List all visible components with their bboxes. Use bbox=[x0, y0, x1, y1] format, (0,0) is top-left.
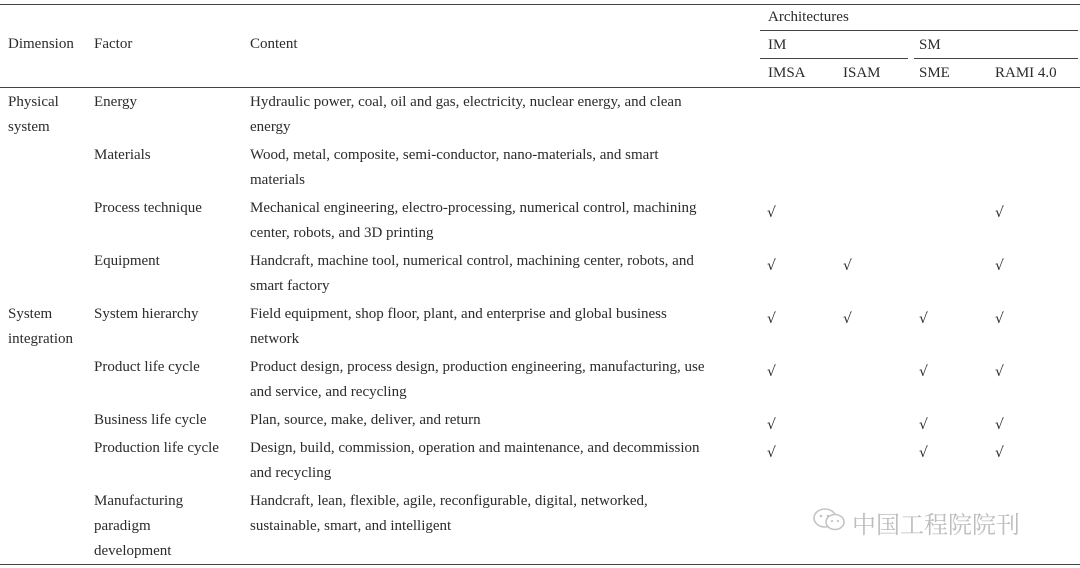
check-mark: √ bbox=[767, 205, 776, 221]
header-col-sme: SME bbox=[919, 65, 950, 81]
factor-cell: Manufacturing bbox=[94, 493, 184, 509]
content-cell: network bbox=[250, 331, 300, 347]
content-cell: Field equipment, shop floor, plant, and enterprise and global business bbox=[250, 306, 667, 322]
check-mark: √ bbox=[995, 364, 1004, 380]
header-col-rami: RAMI 4.0 bbox=[995, 65, 1057, 81]
check-mark: √ bbox=[767, 311, 776, 327]
check-mark: √ bbox=[919, 364, 928, 380]
factor-cell: Process technique bbox=[94, 200, 202, 216]
wechat-icon bbox=[812, 507, 846, 539]
watermark bbox=[812, 505, 1020, 540]
check-mark: √ bbox=[767, 258, 776, 274]
factor-cell: Production life cycle bbox=[94, 440, 219, 456]
content-cell: energy bbox=[250, 119, 291, 135]
check-mark: √ bbox=[995, 258, 1004, 274]
check-mark: √ bbox=[995, 445, 1004, 461]
dimension-cell: system bbox=[8, 119, 50, 135]
factor-cell: paradigm bbox=[94, 518, 151, 534]
content-cell: and recycling bbox=[250, 465, 332, 481]
content-cell: Handcraft, machine tool, numerical control, machining center, robots, and bbox=[250, 253, 694, 269]
content-cell: center, robots, and 3D printing bbox=[250, 225, 434, 241]
check-mark: √ bbox=[995, 205, 1004, 221]
content-cell: smart factory bbox=[250, 278, 330, 294]
content-cell: Mechanical engineering, electro-processing, numerical control, machining bbox=[250, 200, 697, 216]
check-mark: √ bbox=[767, 364, 776, 380]
factor-cell: development bbox=[94, 543, 172, 559]
header-group-sm: SM bbox=[919, 37, 941, 53]
factor-cell: Materials bbox=[94, 147, 151, 163]
top-rule bbox=[0, 4, 1080, 5]
header-group-im: IM bbox=[768, 37, 787, 53]
content-cell: Wood, metal, composite, semi-conductor, nano-materials, and smart bbox=[250, 147, 659, 163]
header-bottom-rule bbox=[0, 87, 1080, 88]
header-col-imsa: IMSA bbox=[768, 65, 806, 81]
content-cell: Hydraulic power, coal, oil and gas, electricity, nuclear energy, and clean bbox=[250, 94, 682, 110]
check-mark: √ bbox=[919, 445, 928, 461]
factor-cell: Energy bbox=[94, 94, 138, 110]
dimension-cell: Physical bbox=[8, 94, 59, 110]
dimension-cell: System bbox=[8, 306, 53, 322]
check-mark: √ bbox=[995, 417, 1004, 433]
header-col-isam: ISAM bbox=[843, 65, 881, 81]
check-mark: √ bbox=[995, 311, 1004, 327]
check-mark: √ bbox=[767, 417, 776, 433]
content-cell: materials bbox=[250, 172, 305, 188]
content-cell: and service, and recycling bbox=[250, 384, 407, 400]
content-cell: Plan, source, make, deliver, and return bbox=[250, 412, 481, 428]
factor-cell: Product life cycle bbox=[94, 359, 200, 375]
header-content: Content bbox=[250, 36, 298, 52]
factor-cell: Equipment bbox=[94, 253, 160, 269]
content-cell: Product design, process design, production engineering, manufacturing, use bbox=[250, 359, 705, 375]
header-dimension: Dimension bbox=[8, 36, 74, 52]
header-factor: Factor bbox=[94, 36, 133, 52]
watermark-text: 中国工程院院刊 bbox=[852, 511, 1020, 539]
bottom-rule bbox=[0, 564, 1080, 565]
content-cell: sustainable, smart, and intelligent bbox=[250, 518, 452, 534]
check-mark: √ bbox=[919, 417, 928, 433]
im-rule bbox=[760, 58, 908, 59]
content-cell: Design, build, commission, operation and maintenance, and decommission bbox=[250, 440, 700, 456]
factor-cell: Business life cycle bbox=[94, 412, 207, 428]
factor-cell: System hierarchy bbox=[94, 306, 199, 322]
content-cell: Handcraft, lean, flexible, agile, reconfigurable, digital, networked, bbox=[250, 493, 648, 509]
dimension-cell: integration bbox=[8, 331, 73, 347]
sm-rule bbox=[914, 58, 1078, 59]
architectures-rule bbox=[760, 30, 1078, 31]
header-architectures: Architectures bbox=[768, 9, 849, 25]
check-mark: √ bbox=[767, 445, 776, 461]
check-mark: √ bbox=[843, 258, 852, 274]
check-mark: √ bbox=[843, 311, 852, 327]
check-mark: √ bbox=[919, 311, 928, 327]
